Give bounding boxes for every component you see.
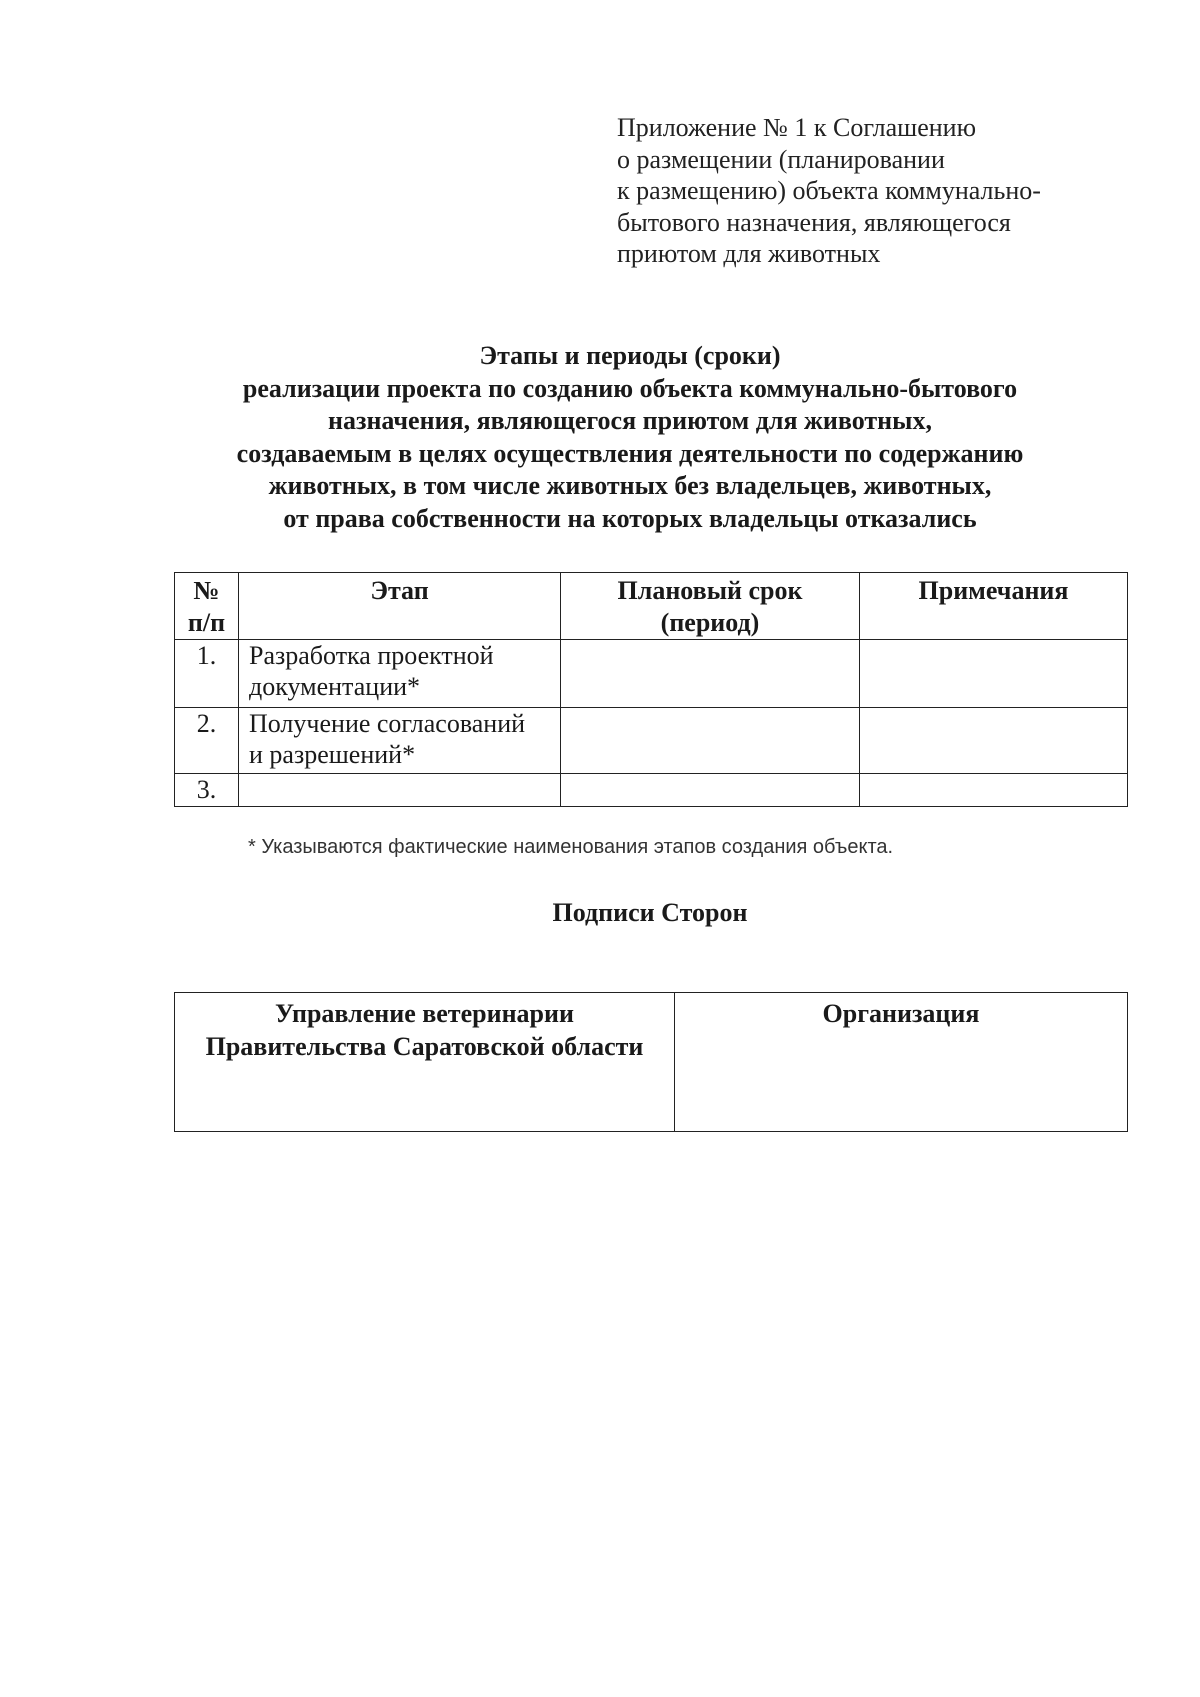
footnote: * Указываются фактические наименования этапов создания объекта.: [248, 836, 894, 858]
party-left-line2: Правительства Саратовской области: [205, 1032, 644, 1061]
annex-line: приютом для животных: [617, 239, 881, 268]
header-num-line1: №: [193, 576, 220, 605]
signatures-title: Подписи Сторон: [552, 898, 748, 927]
row-num: 1.: [175, 640, 239, 708]
title-line: Этапы и периоды (сроки): [479, 341, 781, 370]
party-left-line1: Управление ветеринарии: [275, 999, 574, 1028]
table-row: [175, 774, 1128, 807]
header-term-line2: (период): [660, 608, 760, 637]
title-line: от права собственности на которых владельцы отказались: [283, 503, 977, 533]
header-stage: Этап: [239, 573, 561, 640]
row-stage: [239, 708, 561, 774]
annex-reference: [617, 112, 1041, 270]
table-row: [175, 640, 1128, 708]
row-term: [561, 774, 860, 807]
row-notes: [860, 640, 1128, 708]
row-stage-line2: и разрешений*: [249, 740, 416, 769]
row-stage-line1: Получение согласований: [249, 709, 526, 738]
table-header-row: [175, 573, 1128, 640]
annex-line: бытового назначения, являющегося: [617, 207, 1011, 237]
header-num-line2: п/п: [187, 608, 226, 637]
table-row: [175, 708, 1128, 774]
signature-party-left: [175, 993, 675, 1132]
annex-line: о размещении (планировании: [617, 144, 945, 174]
header-term-line1: Плановый срок: [617, 576, 803, 605]
title-line: назначения, являющегося приютом для животных,: [328, 406, 932, 435]
annex-line: Приложение № 1 к Соглашению: [617, 113, 976, 142]
annex-line: к размещению) объекта коммунально-: [617, 176, 1041, 205]
row-num: 3.: [175, 774, 239, 807]
row-term: [561, 708, 860, 774]
header-num: [175, 573, 239, 640]
signatures-table: [174, 992, 1128, 1132]
stages-table: [174, 572, 1128, 807]
row-notes: [860, 708, 1128, 774]
row-stage-line1: Разработка проектной: [249, 641, 494, 670]
title-line: реализации проекта по созданию объекта коммунально-бытового: [242, 373, 1018, 403]
header-term: [561, 573, 860, 640]
title-line: создаваемым в целях осуществления деятельности по содержанию: [236, 438, 1024, 468]
signature-party-right: Организация: [675, 993, 1128, 1132]
header-notes: Примечания: [860, 573, 1128, 640]
row-stage: [239, 774, 561, 807]
row-notes: [860, 774, 1128, 807]
row-term: [561, 640, 860, 708]
signatures-row: [175, 993, 1128, 1132]
title-line: животных, в том числе животных без владельцев, животных,: [268, 471, 992, 500]
row-stage: [239, 640, 561, 708]
row-num: 2.: [175, 708, 239, 774]
row-stage-line2: документации*: [249, 672, 421, 701]
document-title: [190, 340, 1070, 535]
